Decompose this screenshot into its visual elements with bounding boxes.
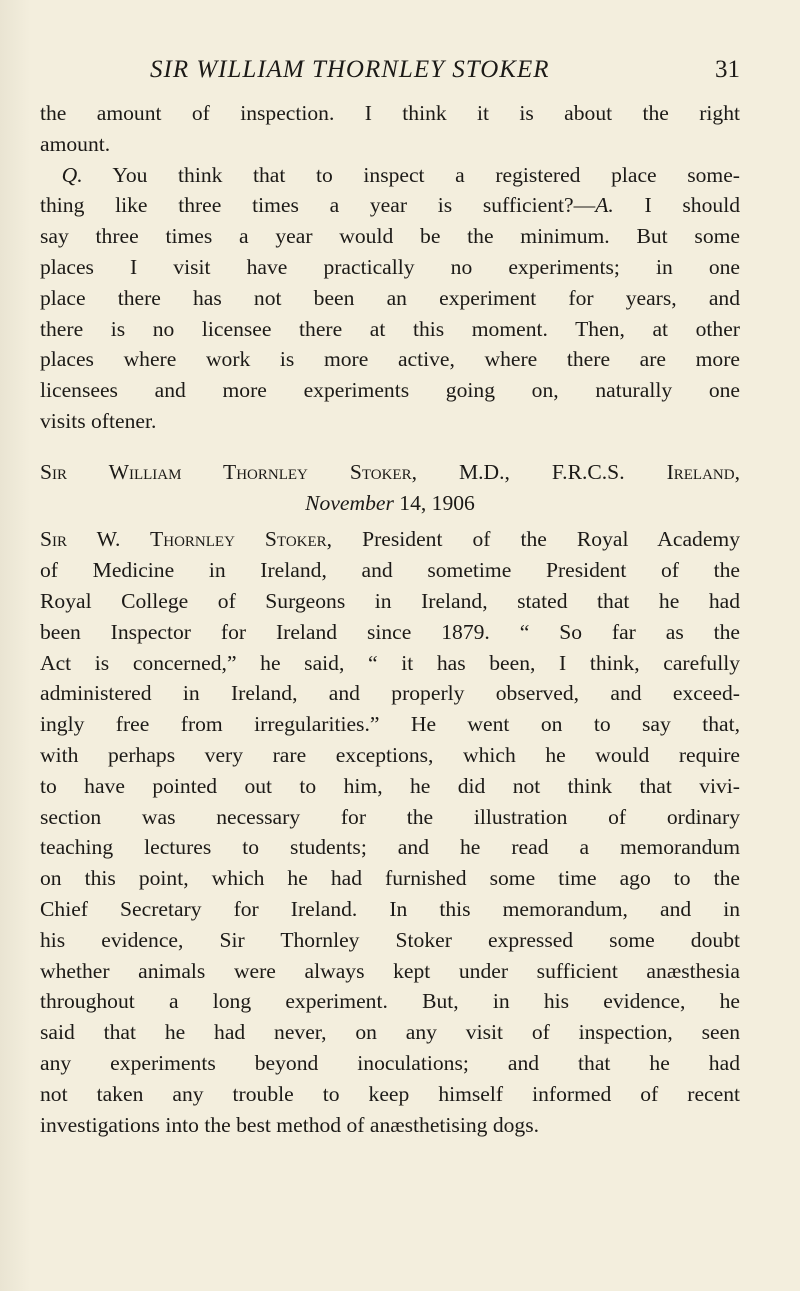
section-gap [40, 437, 740, 457]
text-span: thing like three times a year is sufficient?— [40, 193, 596, 218]
text-line: administered in Ireland, and properly observed, and exceed- [40, 681, 740, 706]
running-title: SIR WILLIAM THORNLEY STOKER [150, 56, 550, 83]
text-line: say three times a year would be the minimum. But some [40, 224, 740, 249]
text-line: any experiments beyond inoculations; and that he had [40, 1050, 740, 1075]
heading-date-rest: 14, 1906 [393, 490, 475, 515]
text-line: investigations into the best method of anæsthetising dogs. [40, 1112, 540, 1137]
text-line: ingly free from irregularities.” He went on to say that, [40, 712, 740, 737]
text-line: section was necessary for the illustration of ordinary [40, 804, 740, 829]
text-line: there is no licensee there at this moment. Then, at other [40, 316, 740, 341]
text-line: amount. [40, 131, 111, 156]
page-number: 31 [715, 56, 740, 83]
question-line [40, 160, 740, 191]
text-line: to have pointed out to him, he did not think that vivi- [40, 773, 740, 798]
text-line: teaching lectures to students; and he read a memorandum [40, 835, 740, 860]
body-text [40, 98, 740, 1140]
answer-label: A. [595, 193, 614, 218]
text-line: of Medicine in Ireland, and sometime President of the [40, 558, 740, 583]
section-heading [40, 457, 740, 488]
heading-comma: , [734, 459, 740, 484]
text-line: place there has not been an experiment for years, and [40, 285, 740, 310]
text-line: places I visit have practically no experiments; in one [40, 254, 740, 279]
heading-country: Ireland [666, 459, 735, 484]
text-line: Chief Secretary for Ireland. In this memorandum, and in [40, 896, 740, 921]
running-head [40, 56, 740, 92]
text-line: his evidence, Sir Thornley Stoker expressed some doubt [40, 927, 740, 952]
text-span: , President of the Royal Academy [326, 527, 741, 552]
speaker-name: Sir W. Thornley Stoker [40, 527, 327, 552]
text-line: been Inspector for Ireland since 1879. “ So far as the [40, 619, 740, 644]
text-line: the amount of inspection. I think it is about the right [40, 101, 740, 125]
text-line: licensees and more experiments going on, naturally one [40, 378, 740, 403]
text-line: visits oftener. [40, 408, 157, 433]
heading-date [40, 488, 740, 519]
text-line: Act is concerned,” he said, “ it has been, I think, carefully [40, 650, 740, 675]
text-line: with perhaps very rare exceptions, which he would require [40, 742, 740, 767]
answer-line [40, 190, 740, 221]
text-span: I should [613, 193, 740, 218]
heading-name: Sir William Thornley Stoker [40, 459, 412, 484]
question-label: Q. [61, 162, 83, 187]
text-line: throughout a long experiment. But, in his evidence, he [40, 989, 740, 1014]
text-line: Royal College of Surgeons in Ireland, stated that he had [40, 588, 740, 613]
text-line: said that he had never, on any visit of inspection, seen [40, 1020, 740, 1045]
text-span: You think that to inspect a registered place some- [82, 162, 740, 187]
text-line: not taken any trouble to keep himself informed of recent [40, 1081, 740, 1106]
paragraph-opening-line [40, 524, 740, 555]
text-line: places where work is more active, where there are more [40, 347, 740, 372]
text-line: whether animals were always kept under sufficient anæsthesia [40, 958, 740, 983]
heading-date-month: November [305, 490, 394, 515]
text-line: on this point, which he had furnished some time ago to the [40, 866, 740, 891]
heading-degrees: , M.D., F.R.C.S. [411, 459, 667, 484]
